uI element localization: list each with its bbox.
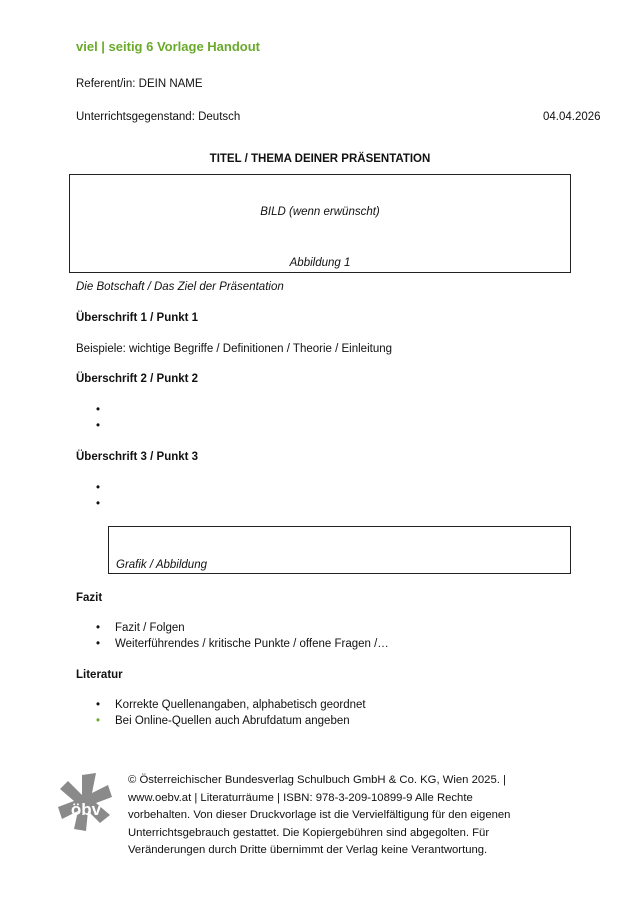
subject-line: Unterrichtsgegenstand: Deutsch xyxy=(76,111,241,123)
page-title: viel | seitig 6 Vorlage Handout xyxy=(76,39,260,54)
footer-text: © Österreichischer Bundesverlag Schulbuch GmbH & Co. KG, Wien 2025. | www.oebv.at | Literaturräume | ISBN: 978-3-209-10899-9 Alle Rechte vorbehalten. Von dieser Druckvorlage ist die Vervielfältigung für den eigenen Unterrichtsgebrauch gestattet. Die Kopiergebühren sind abgegolten. Für Veränderungen durch Dritte übernimmt der Verlag keine Verantwortung. xyxy=(128,774,511,856)
graphic-box xyxy=(108,526,571,574)
graphic-caption: Grafik / Abbildung xyxy=(116,559,207,571)
image-box xyxy=(69,174,571,273)
presentation-title: TITEL / THEMA DEINER PRÄSENTATION xyxy=(209,153,431,165)
logo-text: öbv xyxy=(70,800,102,819)
literatur-heading: Literatur xyxy=(76,669,123,681)
oebv-logo xyxy=(52,771,120,843)
message-line: Die Botschaft / Das Ziel der Präsentation xyxy=(76,281,284,293)
date: 04.04.2026 xyxy=(543,111,601,123)
section1-text: Beispiele: wichtige Begriffe / Definitionen / Theorie / Einleitung xyxy=(76,343,393,355)
image-placeholder-text: BILD (wenn erwünscht) xyxy=(260,206,380,218)
section1-heading: Überschrift 1 / Punkt 1 xyxy=(76,312,199,324)
fazit-heading: Fazit xyxy=(76,592,103,604)
section3-heading: Überschrift 3 / Punkt 3 xyxy=(76,451,199,463)
referent-line: Referent/in: DEIN NAME xyxy=(76,78,203,90)
section2-heading: Überschrift 2 / Punkt 2 xyxy=(76,373,199,385)
image-caption: Abbildung 1 xyxy=(289,257,351,269)
